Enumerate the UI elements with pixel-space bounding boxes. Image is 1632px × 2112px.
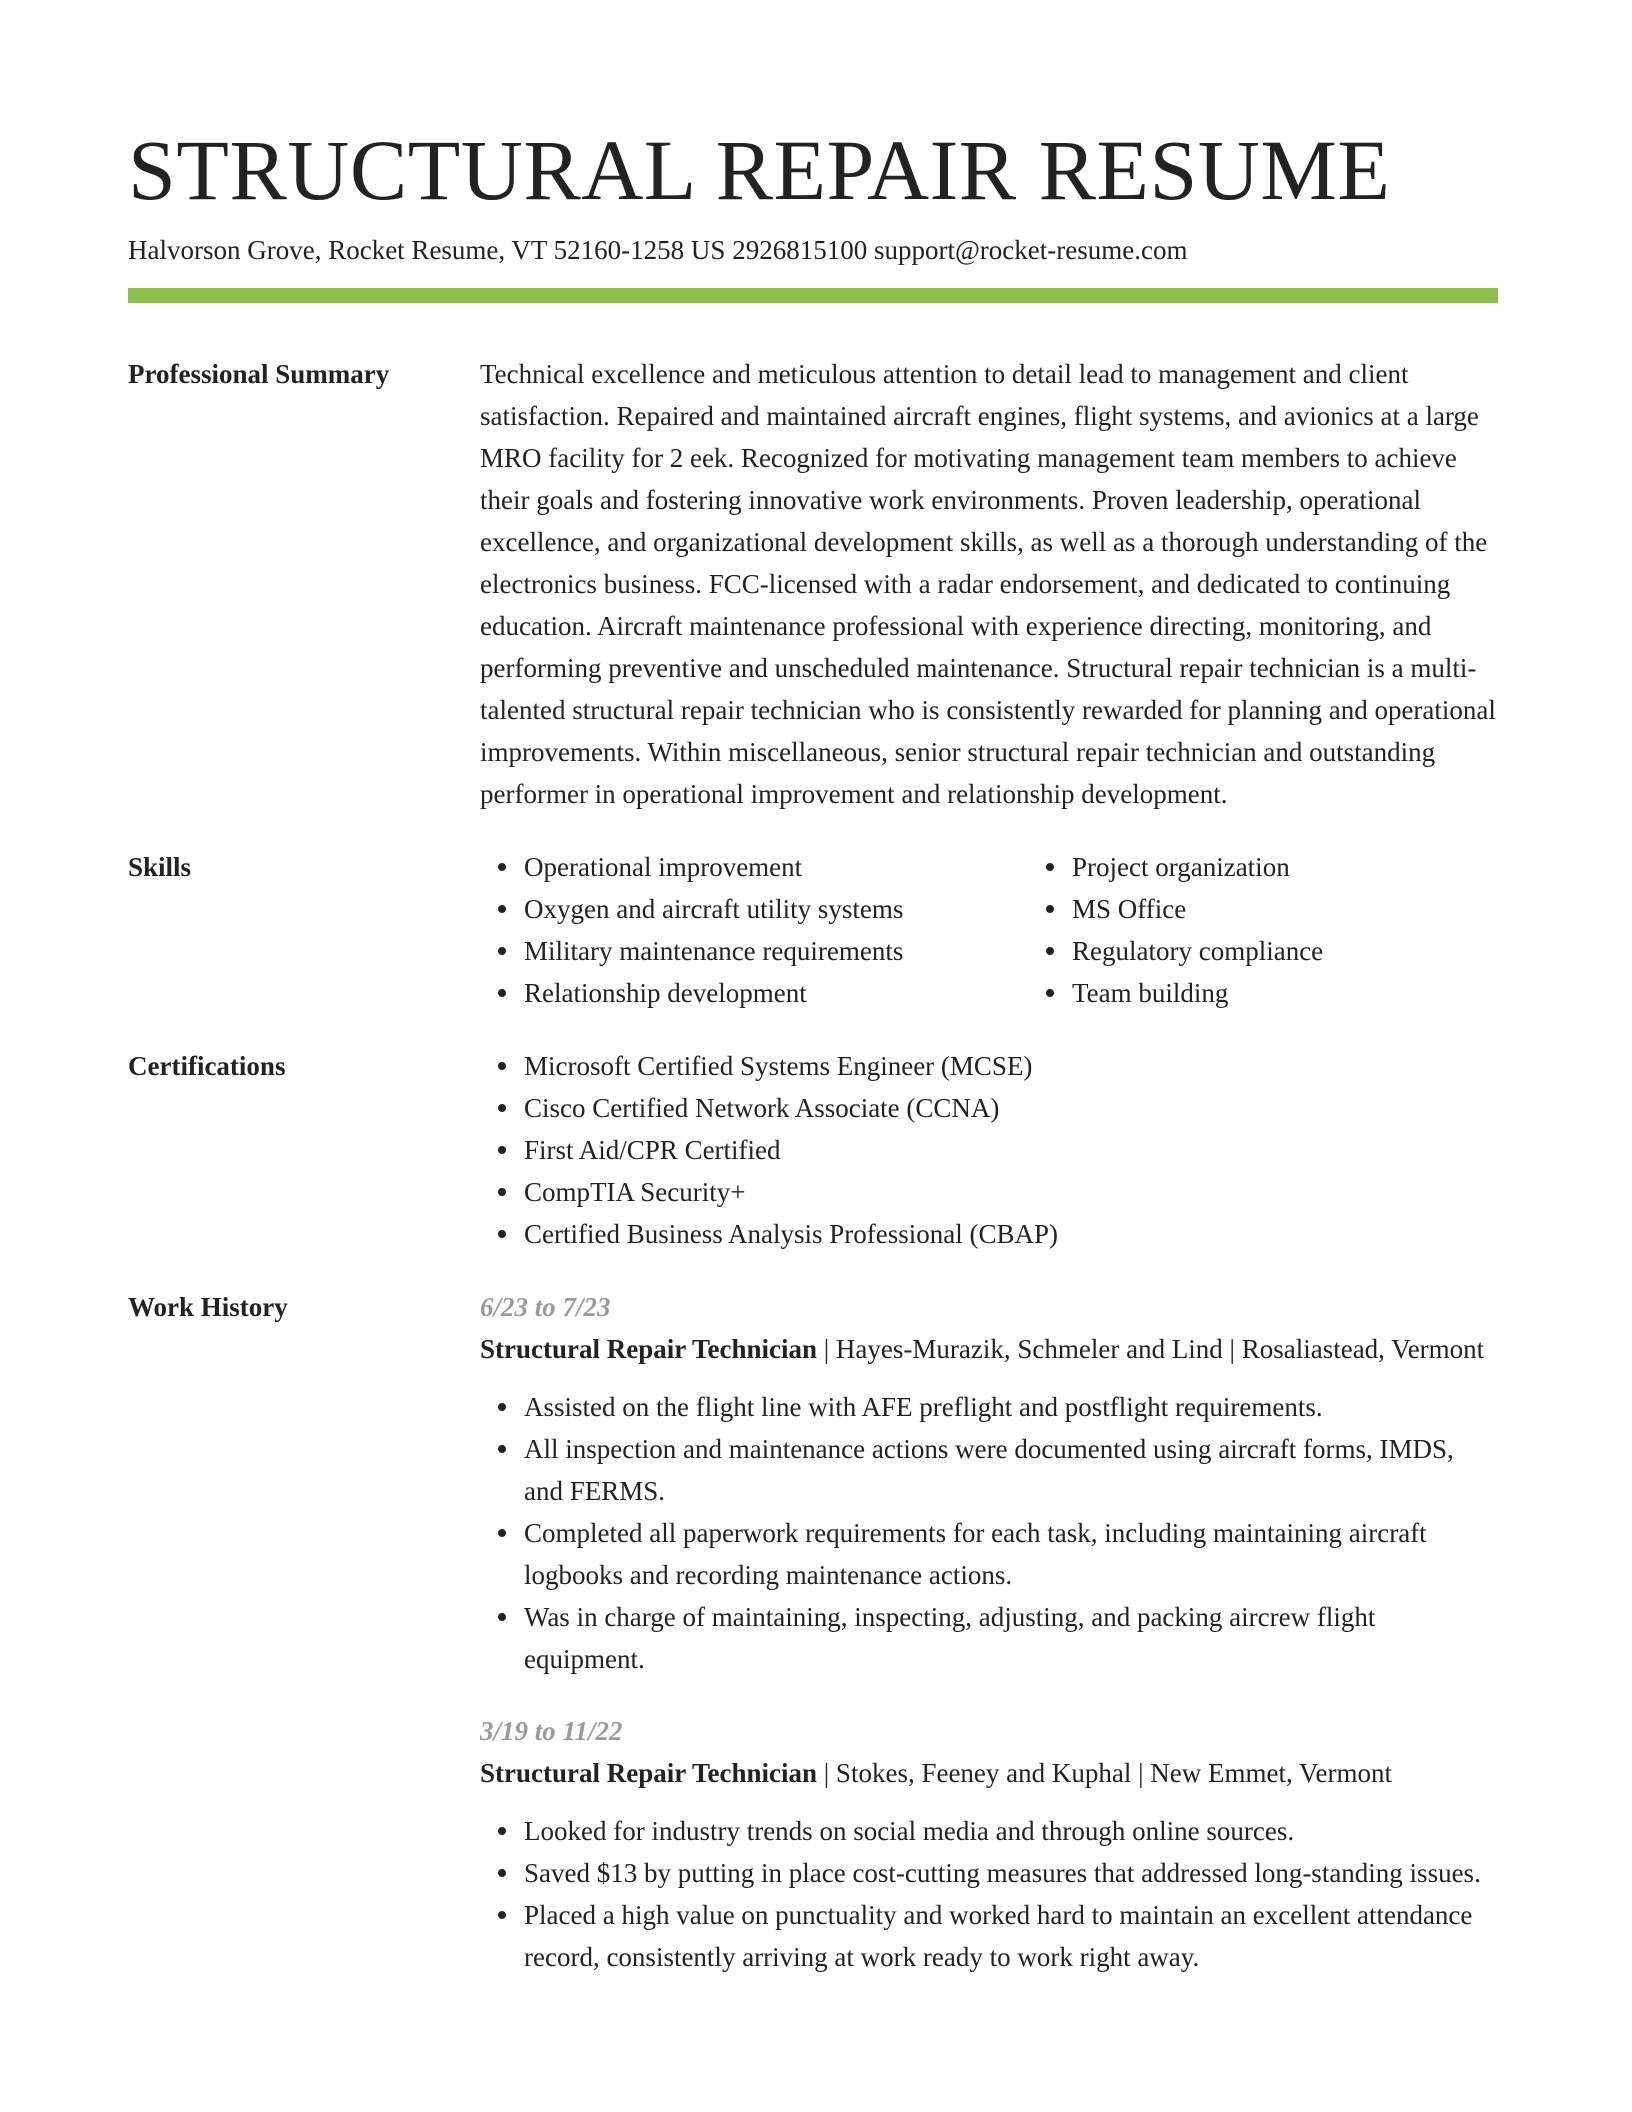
job-duties-list — [480, 1810, 1498, 1978]
job-entry — [480, 1286, 1498, 1680]
job-duty-item: Assisted on the flight line with AFE preflight and postflight requirements. — [524, 1386, 1498, 1428]
job-duty-item: Placed a high value on punctuality and worked hard to maintain an excellent attendance record, consistently arriving at work ready to work right away. — [524, 1894, 1498, 1978]
job-title: Structural Repair Technician — [480, 1758, 818, 1788]
skill-item: Regulatory compliance — [1072, 930, 1498, 972]
skill-item: Military maintenance requirements — [524, 930, 1028, 972]
section-label-summary: Professional Summary — [128, 359, 390, 389]
job-title: Structural Repair Technician — [480, 1334, 818, 1364]
certification-item: First Aid/CPR Certified — [524, 1129, 1498, 1171]
certification-item: Certified Business Analysis Professional (CBAP) — [524, 1213, 1498, 1255]
job-heading — [480, 1328, 1498, 1370]
certification-item: Cisco Certified Network Associate (CCNA) — [524, 1087, 1498, 1129]
job-duty-item: Saved $13 by putting in place cost-cutting measures that addressed long-standing issues. — [524, 1852, 1498, 1894]
job-entry — [480, 1710, 1498, 1978]
skill-item: Team building — [1072, 972, 1498, 1014]
certifications-list — [480, 1045, 1498, 1255]
skills-column-left — [480, 846, 1028, 1014]
certifications-body — [480, 1045, 1498, 1255]
job-details: | Stokes, Feeney and Kuphal | New Emmet, Vermont — [817, 1758, 1392, 1788]
accent-divider — [128, 288, 1498, 303]
skill-item: Project organization — [1072, 846, 1498, 888]
section-label-work-history: Work History — [128, 1292, 288, 1322]
certification-item: CompTIA Security+ — [524, 1171, 1498, 1213]
job-details: | Hayes-Murazik, Schmeler and Lind | Rosaliastead, Vermont — [817, 1334, 1485, 1364]
summary-body — [480, 353, 1498, 815]
skill-item: Oxygen and aircraft utility systems — [524, 888, 1028, 930]
work-history-body — [480, 1286, 1498, 1978]
summary-section — [128, 353, 1498, 815]
summary-text: Technical excellence and meticulous attention to detail lead to management and client satisfaction. Repaired and maintained aircraft engines, flight systems, and avionics at a large MRO facility for 2 eek. Recognized for motivating management team members to achieve their goals and fostering innovative work environments. Proven leadership, operational excellence, and organizational development skills, as well as a thorough understanding of the electronics business. FCC-licensed with a radar endorsement, and dedicated to continuing education. Aircraft maintenance professional with experience directing, monitoring, and performing preventive and unscheduled maintenance. Structural repair technician is a multi-talented structural repair technician who is consistently rewarded for planning and operational improvements. Within miscellaneous, senior structural repair technician and outstanding performer in operational improvement and relationship development. — [480, 359, 1496, 809]
job-duties-list — [480, 1386, 1498, 1680]
certifications-section — [128, 1045, 1498, 1255]
resume-title: STRUCTURAL REPAIR RESUME — [128, 122, 1391, 218]
skill-item: Operational improvement — [524, 846, 1028, 888]
job-duty-item: All inspection and maintenance actions were documented using aircraft forms, IMDS, and FERMS. — [524, 1428, 1498, 1512]
job-duty-item: Completed all paperwork requirements for each task, including maintaining aircraft logbooks and recording maintenance actions. — [524, 1512, 1498, 1596]
certification-item: Microsoft Certified Systems Engineer (MCSE) — [524, 1045, 1498, 1087]
section-label-skills: Skills — [128, 852, 192, 882]
skills-section — [128, 846, 1498, 1014]
skill-item: MS Office — [1072, 888, 1498, 930]
job-duty-item: Was in charge of maintaining, inspecting, adjusting, and packing aircrew flight equipment. — [524, 1596, 1498, 1680]
skill-item: Relationship development — [524, 972, 1028, 1014]
job-duty-item: Looked for industry trends on social media and through online sources. — [524, 1810, 1498, 1852]
skills-grid — [480, 846, 1498, 1014]
contact-line: Halvorson Grove, Rocket Resume, VT 52160-1258 US 2926815100 support@rocket-resume.com — [128, 235, 1188, 265]
work-history-section — [128, 1286, 1498, 1978]
job-heading — [480, 1752, 1498, 1794]
skills-column-right — [1028, 846, 1498, 1014]
job-dates: 3/19 to 11/22 — [480, 1716, 623, 1746]
job-dates: 6/23 to 7/23 — [480, 1292, 611, 1322]
section-label-certifications: Certifications — [128, 1051, 286, 1081]
